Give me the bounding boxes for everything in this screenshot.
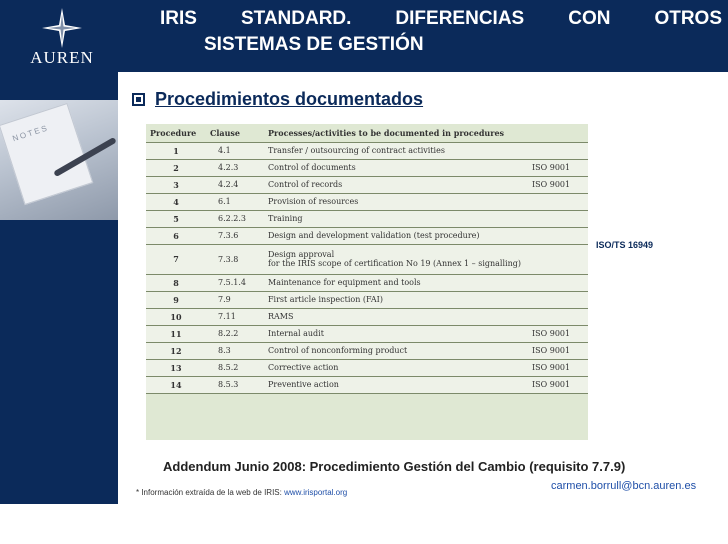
footer-note-text: * Información extraída de la web de IRIS: bbox=[136, 488, 285, 497]
row-procedure: 10 bbox=[146, 308, 206, 325]
row-process: Training bbox=[264, 210, 528, 227]
row-procedure: 1 bbox=[146, 142, 206, 159]
star-logo-icon bbox=[42, 8, 82, 48]
procedures-table bbox=[146, 124, 588, 394]
row-standard bbox=[528, 142, 588, 159]
row-standard bbox=[528, 193, 588, 210]
row-procedure: 7 bbox=[146, 244, 206, 274]
row-procedure: 6 bbox=[146, 227, 206, 244]
table-row bbox=[146, 244, 588, 274]
table-row bbox=[146, 274, 588, 291]
table-row bbox=[146, 142, 588, 159]
row-process: Internal audit bbox=[264, 325, 528, 342]
table-row bbox=[146, 359, 588, 376]
table-row bbox=[146, 376, 588, 393]
footer-note bbox=[136, 488, 347, 497]
row-procedure: 5 bbox=[146, 210, 206, 227]
row-clause: 7.11 bbox=[206, 308, 264, 325]
row-clause: 4.2.4 bbox=[206, 176, 264, 193]
page-title bbox=[160, 6, 722, 58]
section-title: Procedimientos documentados bbox=[155, 89, 424, 109]
row-procedure: 13 bbox=[146, 359, 206, 376]
table-header-row bbox=[146, 124, 588, 142]
table-row bbox=[146, 159, 588, 176]
row-clause: 7.3.6 bbox=[206, 227, 264, 244]
row-procedure: 2 bbox=[146, 159, 206, 176]
row-process-line-2: for the IRIS scope of certification No 19 (Annex 1 – signalling) bbox=[268, 259, 521, 268]
row-process: RAMS bbox=[264, 308, 528, 325]
row-clause: 7.5.1.4 bbox=[206, 274, 264, 291]
row-process-line-1: Design approval bbox=[268, 250, 335, 259]
row-process: Design and development validation (test procedure) bbox=[264, 227, 528, 244]
row-procedure: 11 bbox=[146, 325, 206, 342]
notes-caption: NOTES bbox=[11, 123, 50, 144]
header-processes: Processes/activities to be documented in procedures bbox=[264, 124, 528, 142]
iso-ts-label: ISO/TS 16949 bbox=[596, 240, 654, 250]
contact-email-link[interactable]: carmen.borrull@bcn.auren.es bbox=[551, 480, 697, 492]
header-standard bbox=[528, 124, 588, 142]
table-row bbox=[146, 308, 588, 325]
row-standard bbox=[528, 274, 588, 291]
logo-text: AUREN bbox=[30, 48, 94, 67]
row-standard: ISO 9001 bbox=[528, 359, 588, 376]
table-row bbox=[146, 291, 588, 308]
row-procedure: 9 bbox=[146, 291, 206, 308]
row-standard bbox=[528, 308, 588, 325]
page-number: - 11 - bbox=[6, 532, 31, 544]
title-line-2: SISTEMAS DE GESTIÓN bbox=[204, 34, 424, 55]
row-process: Preventive action bbox=[264, 376, 528, 393]
row-standard: ISO 9001 bbox=[528, 176, 588, 193]
row-process: Corrective action bbox=[264, 359, 528, 376]
row-process: Maintenance for equipment and tools bbox=[264, 274, 528, 291]
row-clause: 6.2.2.3 bbox=[206, 210, 264, 227]
row-procedure: 14 bbox=[146, 376, 206, 393]
table-row bbox=[146, 342, 588, 359]
row-process: Transfer / outsourcing of contract activities bbox=[264, 142, 528, 159]
notes-photo bbox=[0, 100, 118, 220]
section-heading bbox=[132, 89, 423, 110]
row-procedure: 4 bbox=[146, 193, 206, 210]
notes-paper bbox=[0, 103, 93, 205]
row-clause: 4.1 bbox=[206, 142, 264, 159]
table-row bbox=[146, 210, 588, 227]
title-line-1: IRIS STANDARD. DIFERENCIAS CON OTROS bbox=[160, 8, 722, 29]
row-clause: 8.5.2 bbox=[206, 359, 264, 376]
row-clause: 8.3 bbox=[206, 342, 264, 359]
row-process: Control of nonconforming product bbox=[264, 342, 528, 359]
row-standard: ISO 9001 bbox=[528, 159, 588, 176]
row-standard bbox=[528, 244, 588, 274]
addendum-text: Addendum Junio 2008: Procedimiento Gestión del Cambio (requisito 7.7.9) bbox=[163, 459, 626, 474]
row-process bbox=[264, 244, 528, 274]
header-clause: Clause bbox=[206, 124, 264, 142]
row-standard bbox=[528, 227, 588, 244]
header-bar bbox=[0, 0, 728, 72]
row-process: First article inspection (FAI) bbox=[264, 291, 528, 308]
table-row bbox=[146, 227, 588, 244]
table-row bbox=[146, 325, 588, 342]
row-clause: 4.2.3 bbox=[206, 159, 264, 176]
row-process: Control of records bbox=[264, 176, 528, 193]
row-standard: ISO 9001 bbox=[528, 376, 588, 393]
row-process: Provision of resources bbox=[264, 193, 528, 210]
row-standard: ISO 9001 bbox=[528, 325, 588, 342]
row-standard bbox=[528, 210, 588, 227]
row-clause: 8.5.3 bbox=[206, 376, 264, 393]
checkbox-bullet-icon bbox=[132, 93, 145, 106]
row-procedure: 3 bbox=[146, 176, 206, 193]
row-clause: 7.9 bbox=[206, 291, 264, 308]
table-row bbox=[146, 176, 588, 193]
table-row bbox=[146, 193, 588, 210]
header-procedure: Procedure bbox=[146, 124, 206, 142]
row-procedure: 12 bbox=[146, 342, 206, 359]
row-standard bbox=[528, 291, 588, 308]
row-process: Control of documents bbox=[264, 159, 528, 176]
row-clause: 7.3.8 bbox=[206, 244, 264, 274]
auren-logo bbox=[12, 8, 112, 66]
row-standard: ISO 9001 bbox=[528, 342, 588, 359]
row-clause: 6.1 bbox=[206, 193, 264, 210]
row-procedure: 8 bbox=[146, 274, 206, 291]
procedures-table-wrap bbox=[146, 124, 588, 440]
row-clause: 8.2.2 bbox=[206, 325, 264, 342]
iris-portal-link[interactable]: www.irisportal.org bbox=[284, 488, 348, 497]
